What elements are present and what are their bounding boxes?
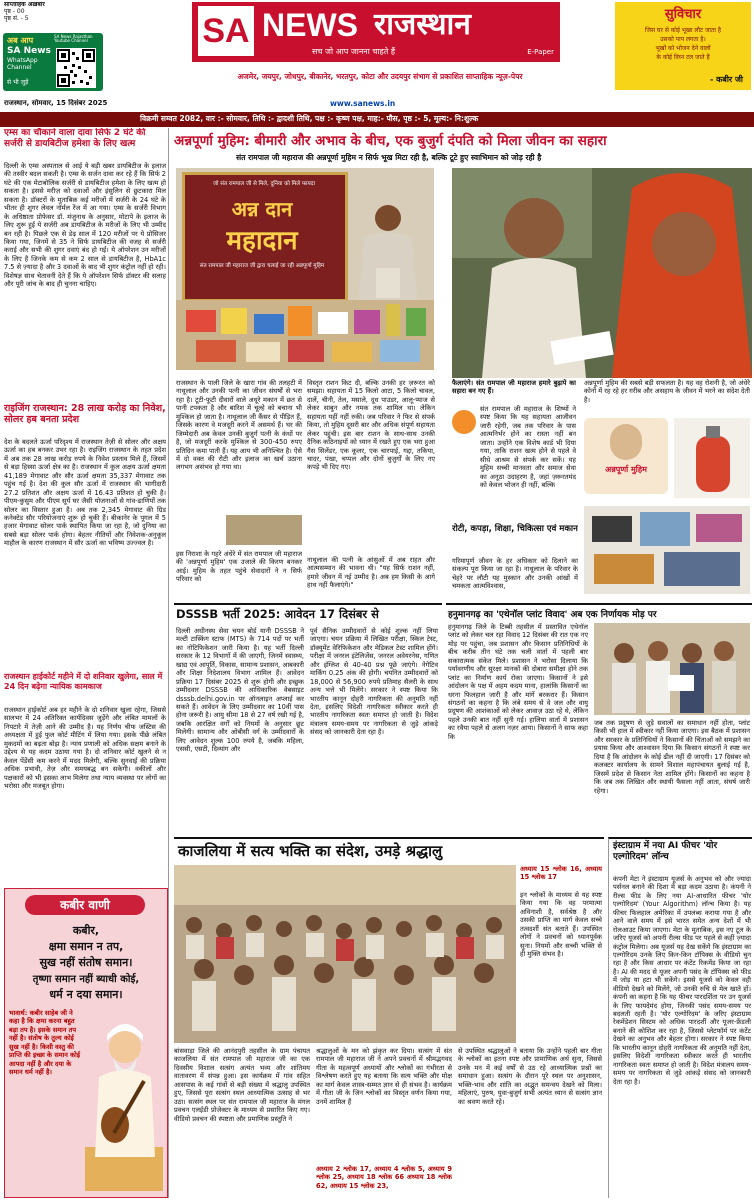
instagram-body: कंपनी मेटा ने इंस्टाग्राम यूजर्स के अनुभव को और ज्यादा पर्सनल बनाने की दिशा में बड़ा कदम उठाया है। कंपनी ने रील्स फीड के लिए नया AI-आधारित फीचर 'योर एल्गोरिदम' (Your Algorithm) लॉन्च किया है। यह फीचर फिलहाल अमेरिका में उपलब्ध कराया गया है और आने वाले समय में इसे भारत समेत अन्य देशों में भी रोलआउट किया जाएगा। मेटा के मुताबिक, इस नए टूल के जरिए यूजर्स को अपनी रील्स फीड पर पहले से कहीं ज़्यादा कंट्रोल मिलेगा। अब यूजर्स यह देख सकेंगे कि इंस्टाग्राम का एल्गोरिदम उनके लिए किन-किन टॉपिक्स के वीडियो चुन रहा है और किस आधार पर कंटेंट रिकमेंड किया जा रहा है। AI की मदद से यूजर अपनी पसंद के टॉपिक्स को फीड में जोड़ या हटा भी सकेंगे। इससे यूजर्स को केवल वही वीडियो देखने को मिलेंगे, जो उनकी रुचि से मेल खाते हों। कंपनी का कहना है कि यह फीचर पारदर्शिता पर उन यूजर्स के लिए फायदेमंद होगा, जिनकी पसंद समय-समय पर बदलती रहती है। 'योर एल्गोरिदम' के जरिए इंस्टाग्राम रेकमेंडेशन सिस्टम को अधिक पारदर्शी और यूजर-फ्रेंडली बनाने की कोशिश कर रहा है, जिससे प्लेटफॉर्म पर कंटेंट देखने का अनुभव और बेहतर होगा। सरकार ने स्पष्ट किया कि भारतीय कानून दोहरी नागरिकता की अनुमति नहीं देता, इसलिए विदेशी नागरिकता स्वीकार करते ही भारतीय नागरिकता स्वतः समाप्त हो जाती है। विदेश मंत्रालय समय-समय पर नागरिकता से जुड़े आंकड़े संसद को जानकारी देता रहा है।: [613, 875, 751, 1086]
kabir-doha-line4: तृष्णा समान नहीं ब्याधी कोई,: [32, 974, 140, 985]
satsang-photo: [174, 865, 516, 1043]
lead-col3-caption: फैलाएंगे। संत रामपाल जी महाराज हमारे बुढ़ापे का सहारा बन गए हैं।: [452, 379, 576, 396]
suvichar-line1: जिस घर से कोई भूखा लौट जाता है: [644, 27, 722, 34]
promo-line2: SA News: [7, 46, 51, 56]
qr-code-icon[interactable]: [56, 48, 96, 88]
instagram-title: इंस्टाग्राम में नया AI फीचर 'योर एल्गोरिदम' लॉन्च: [613, 841, 718, 862]
lead-col4: अन्नपूर्णा मुहिम की सबसे बड़ी सफलता है। यह वह रोशनी है, जो अंधेरे कोनों में रह रहे हर ग़रीब और असहाय के जीवन में भरने का संदेश देती है।: [584, 379, 750, 404]
supplies-photo: [584, 506, 750, 594]
left-column: [2, 128, 169, 1198]
vikram-line: विक्रमी सम्वत 2082, वार :- सोमवार, तिथि :- द्वादशी तिथि, पक्ष :- कृष्ण पक्ष, माह:- पौस, पृष्ठ :- 5, मूल्य:- नि:शुल्क: [140, 114, 479, 123]
dsssb-col1: दिल्ली अधीनस्थ सेवा चयन बोर्ड यानी DSSSB ने मल्टी टास्किंग स्टाफ (MTS) के 714 पदों पर भर्ती का नोटिफिकेशन जारी किया है। यह भर्ती दिल्ली सरकार के 12 विभागों में की जाएगी, जिनमें स्वास्थ्य, खाद्य एवं आपूर्ति, विकास, सामान्य प्रशासन, आबकारी और शिक्षा निदेशालय विभाग शामिल हैं। आवेदन प्रक्रिया 17 दिसंबर 2025 से शुरू होगी और इच्छुक उम्मीदवार DSSSB की आधिकारिक वेबसाइट dsssb.delhi.gov.in पर ऑनलाइन अप्लाई कर सकते हैं। आवेदन के लिए उम्मीदवार का 10वीं पास होना जरूरी है। आयु सीमा 18 से 27 वर्ष रखी गई है, जबकि आरक्षित वर्गों को नियमों के अनुसार छूट मिलेगी। सामान्य और ओबीसी वर्ग के उम्मीदवारों के लिए आवेदन शुल्क 100 रुपये है, जबकि महिला, एससी, एसटी, दिव्यांग और: [176, 627, 304, 754]
annadan-banner-photo: [176, 168, 434, 370]
saint-portrait-icon: [610, 424, 642, 460]
lead-title: अन्नपूर्णा मुहिम: बीमारी और अभाव के बीच, एक बुजुर्ग दंपति को मिला जीवन का सहारा: [174, 133, 607, 149]
edition-info: [4, 2, 64, 32]
kajliya-col1: बांसवाड़ा जिले की आनंदपुरी तहसील के ग्राम पंचायत काजलिया में संत रामपाल जी महाराज जी का एक दिवसीय विशाल सत्संग अत्यंत भव्य और शांतिमय वातावरण में संपन्न हुआ। इस कार्यक्रम में गांव सहित आसपास के कई गांवों से बड़ी संख्या में श्रद्धालु उपस्थित हुए, जिससे पूरा सत्संग स्थल आध्यात्मिक उत्साह से भर उठा। सत्संग स्थल पर संत रामपाल जी महाराज के मंगल प्रवचन एलईडी प्रोजेक्टर के माध्यम से प्रसारित किए गए। वीडियो प्रवचन की स्पष्टता और प्रमाणिक प्रस्तुति ने: [174, 1047, 310, 1123]
kajliya-title: काजलिया में सत्य भक्ति का संदेश, उमड़े श्रद्धालु: [178, 842, 443, 860]
kabir-doha-line5: धर्म न दया समान।: [49, 988, 123, 1001]
promo-line1: अब आप: [7, 36, 34, 45]
promo-line4: से भी जुड़ें: [7, 79, 29, 86]
col3-heading: रोटी, कपड़ा, शिक्षा, चिकित्सा एवं मकान: [452, 524, 578, 534]
lead-col3b: गरिमापूर्ण जीवन के हर अधिकार को दिलाने का संकल्प पूरा किया जा रहा है। नाथूलाल के परिवार के चेहरे पर लौटी यह मुस्कान और उनकी आंखों में चमकता आत्मविश्वास,: [452, 557, 578, 591]
website-link[interactable]: www.sanews.in: [330, 99, 396, 108]
epaper-label: E-Paper: [527, 48, 554, 56]
suvichar-line3: भूखों को भोजन देने वालों: [655, 45, 711, 52]
hanuman-col1: हनुमानगढ़ जिले के टिब्बी तहसील में प्रस्तावित एथेनॉल प्लांट को लेकर चल रहा विवाद 12 दिसंबर की रात एक नए मोड़ पर पहुंचा, जब प्रशासन और किसान प्रतिनिधियों के बीच करीब तीन घंटे तक चली वार्ता में पहली बार सकारात्मक संकेत मिले। प्रशासन ने भरोसा दिलाया कि पर्यावरणीय और सुरक्षा मानकों की दोबारा समीक्षा होने तक प्लांट का निर्माण कार्य रोका जाएगा। किसानों ने इसे आंदोलन के पक्ष में अहम कदम माना, हालांकि किसानों का धरना फिलहाल जारी है और मांगें बरकरार हैं। किसान संगठनों का कहना है कि लंबे समय से वे जल और वायु प्रदूषण की आशंकाओं को लेकर आवाज़ उठा रहे थे, लेकिन पहले उनकी बात नहीं सुनी गई। हालिया वार्ता में प्रशासन का रवैया पहले से अलग नज़र आया। किसानों ने साफ कहा कि: [448, 623, 588, 741]
kabir-illustration: [85, 1007, 163, 1191]
masthead-logo: [192, 2, 560, 62]
dsssb-title: DSSSB भर्ती 2025: आवेदन 17 दिसंबर से: [176, 607, 379, 621]
banner-line2: अन्न दान: [231, 197, 293, 221]
suvichar-box: [615, 2, 751, 90]
story3-title: राजस्थान हाईकोर्ट महीने में दो शनिवार खुलेगा, साल में 24 दिन बढ़ेगा न्यायिक कामकाज: [4, 672, 163, 691]
instagram-section: [608, 837, 752, 1198]
tagline: सच जो आप जानना चाहते हैं: [312, 47, 396, 56]
lead-col3: संत रामपाल जी महाराज के शिष्यों ने स्पष्ट किया कि यह सहायता आजीवन जारी रहेगी, जब तक परिवार के पास आत्मनिर्भर होने का रास्ता नहीं बन जाता। उन्होंने एक विशेष कार्ड भी दिया गया, ताकि राशन खत्म होने से पहले वे सीधे आश्रम से संपर्क कर सकें। यह मुहिम सच्ची मानवता और समाज सेवा का अनूठा उदाहरण है, जहां ज़रूरतमंद को केवल भोजन ही नहीं, बल्कि: [480, 405, 576, 489]
ration-items: [176, 300, 434, 370]
edition-type: साप्ताहिक अख़बार: [4, 2, 45, 8]
lead-col1-photo: [226, 515, 302, 545]
dsssb-col2: पूर्व सैनिक उम्मीदवारों से कोई शुल्क नहीं लिया जाएगा। चयन प्रक्रिया में लिखित परीक्षा, स्किल टेस्ट, डॉक्यूमेंट वेरिफिकेशन और मेडिकल टेस्ट शामिल होंगे। परीक्षा में जनरल इंटेलिजेंस, जनरल अवेयरनेस, गणित और इंग्लिश से 40-40 प्रश्न पूछे जाएंगे। नेगेटिव मार्किंग 0.25 अंक की होगी। चयनित उम्मीदवारों को 18,000 से 56,900 रुपये प्रतिमाह सैलरी के साथ अन्य भत्ते भी मिलेंगे। सरकार ने स्पष्ट किया कि भारतीय कानून दोहरी नागरिकता की अनुमति नहीं देता, इसलिए विदेशी नागरिकता स्वीकार करते ही भारतीय नागरिकता स्वतः समाप्त हो जाती है। विदेश मंत्रालय समय-समय पर नागरिकता से जुड़े आंकड़े संसद को जानकारी देता रहा है।: [310, 627, 438, 737]
kajliya-col3b: से उपस्थित श्रद्धालुओं ने बताया कि उन्होंने पहली बार गीता के श्लोकों का इतना स्पष्ट और प्रामाणिक अर्थ सुना, जिससे उनके मन में कई वर्षों से उठ रहे आध्यात्मिक प्रश्नों का समाधान हुआ। सत्संग के दौरान पूरे स्थल पर अनुशासन, भक्ति-भाव और शांति का अद्भुत समन्वय देखने को मिला। महिलाएं, पुरुष, युवा-बुजुर्ग सभी अत्यंत ध्यान से सत्संग ज्ञान का श्रवण करते रहे।: [458, 1047, 602, 1106]
hanuman-title: हनुमानगढ़ का 'एथेनॉल प्लांट विवाद' अब एक निर्णायक मोड़ पर: [448, 610, 657, 620]
brand-rajasthan: राजस्थान: [374, 7, 471, 42]
promo-line3: WhatsApp Channel: [7, 57, 38, 71]
banner-line1: जो संत रामपाल जी से मिले, दुनिया को मिले फायदा: [212, 181, 316, 187]
brand-news: NEWS: [262, 7, 358, 43]
kajliya-col3: इन श्लोकों के माध्यम से यह स्पष्ट किया गया कि वह परमात्मा अविनाशी है, सर्वश्रेष्ठ है और उसकी प्राप्ति का मार्ग केवल सच्चे तत्वदर्शी संत बताते हैं। उपस्थित लोगों ने प्रवचनों को ध्यानपूर्वक सुना। नियमों और सच्ची भक्ति से ही मुक्ति संभव है।: [520, 891, 602, 959]
hanuman-photo: [594, 623, 750, 715]
hanuman-section: [446, 603, 752, 835]
lead-col2: विस्तृत राशन किट दी, बल्कि उनकी हर ज़रूरत को समझा। सहायता में 15 किलो आटा, 5 किलो चावल, दालें, चीनी, तेल, मसाले, दूध पाउडर, आलू-प्याज से लेकर साबुन और नमक तक शामिल था। लेकिन सहायता यहीं नहीं रुकी। जब परिवार ने फिर से संपर्क किया, तो मुहिम दूसरी बार और अधिक संपूर्ण सहायता लेकर पहुंची। इस बार राशन के साथ-साथ उनकी दैनिक कठिनाइयों को ध्यान में रखते हुए एक भरा हुआ गैस सिलेंडर, एक कूलर, एक चारपाई, गद्दा, तकिया, चादर, पंखा, चप्पल और दोनों बुजुर्गों के लिए नए कपड़े भी दिए गए।: [307, 379, 435, 472]
story1-title: एम्स का चौंकाने वाला दावा सिर्फ 2 घंटे की सर्जरी से डायबिटीज हमेशा के लिए खत्म: [4, 128, 146, 149]
kabir-meaning: भावार्थ: कबीर साहेब जी ने कहा है कि क्षमा करना बहुत बड़ा तप है। इसके समान तप नहीं है। संतोष के तुल्य कोई सुख नहीं है। किसी वस्तु की प्राप्ति की इच्छा के समान कोई आपदा नहीं है और दया के समान धर्म नहीं है।: [9, 1009, 81, 1077]
lead-col2b: नाथूलाल की पत्नी के आंसुओं में अब राहत और आत्मसम्मान की भावना थी। "यह सिर्फ राशन नहीं, हमारे जीवन में नई उम्मीद है। अब हम किसी के आगे हाथ नहीं फैलाएंगे।": [307, 556, 435, 590]
story2-title: राइजिंग राजस्थान: 28 लाख करोड़ का निवेश, सोलर हब बनता प्रदेश: [4, 403, 166, 426]
annapurna-mahim-badge: [584, 418, 668, 494]
suvichar-line4: के कोई विघ्न टल जाते हैं: [656, 54, 710, 61]
lead-col1: राजस्थान के पाली जिले के खारा गांव की तलहटी में नाथूलाल और उनकी पत्नी का जीवन संघर्षों से भरा रहा है। टूटी-फूटी दीवारों वाले अधूरे मकान में छत से पानी टपकता है और बारिश में चूल्हे को बचाना भी मुश्किल हो जाता है। नाथूलाल जी कैंसर से पीड़ित हैं, जिसके कारण वे मजदूरी करने में असमर्थ हैं। घर की जिम्मेदारी अब केवल उनकी बुजुर्ग पत्नी के कंधों पर है, जो मजदूरी करके मुश्किल से 300-450 रुपए प्रतिदिन कमा पाती हैं। यह आय भी अनिश्चित है। ऐसे में दो वक्त की रोटी और इलाज का खर्च उठाना लगभग असंभव हो गया था।: [176, 379, 302, 472]
story2-body: देश के बदलते ऊर्जा परिदृश्य में राजस्थान तेज़ी से सोलर और अक्षय ऊर्जा का हब बनकर उभर रहा है। राइजिंग राजस्थान के तहत प्रदेश में अब तक 28 लाख करोड़ रुपये के निवेश प्रस्ताव मिले हैं, जिसमें से बड़ा हिस्सा ऊर्जा क्षेत्र का है। राजस्थान में कुल अक्षय ऊर्जा क्षमता 41,189 मेगावाट और सौर ऊर्जा क्षमता 35,337 मेगावाट तक पहुंच गई है। देश की कुल सौर ऊर्जा में राजस्थान की भागीदारी 27.2 प्रतिशत और अक्षय ऊर्जा में 16.43 प्रतिशत हो चुकी है। पीएम-कुसुम और पीएम सूर्य घर जैसी योजनाओं से गांव-ढाणियों तक सोलर का विस्तार हुआ है। अब तक 2,345 मेगावाट की ग्रिड कनेक्टेड सौर परियोजनाएं शुरू हो चुकी हैं। बीकानेर के पूगल में 5 हजार मेगावाट सोलर पार्क स्थापित किया जा रहा है, जो दुनिया का सबसे बड़ा सोलर पार्क होगा। बेहतर नीतियों और निवेशक-अनुकूल माहौल के कारण राजस्थान में सौर ऊर्जा का भविष्य उज्ज्वल है।: [4, 438, 166, 548]
hanuman-col2: जब तक प्रदूषण से जुड़े सवालों का समाधान नहीं होता, प्लांट किसी भी हाल में स्वीकार नहीं किया जाएगा। इस बैठक में प्रशासन और सरकार के प्रतिनिधियों ने किसानों की चिंताओं को समझने का प्रयास किया और आश्वासन दिया कि किसान संगठनों ने स्पष्ट कर दिया है कि आंदोलन के कोई ढील नहीं दी जाएगी। 17 दिसंबर को कलक्टर कार्यालय के सामने विशाल महापंचायत बुलाई गई है, जिसमें प्रदेश से किसान नेता शामिल होंगे। किसानों का कहना है कि जब तक लिखित और स्थायी फैसला नहीं आता, संघर्ष जारी रहेगा।: [594, 719, 750, 795]
kajliya-col2-verses: अध्याय 2 श्लोक 17, अध्याय 4 श्लोक 5, अध्याय 9 श्लोक 25, अध्याय 18 श्लोक 66 अध्याय 18 श्लोक 62, अध्याय 15 श्लोक 23,: [316, 1165, 452, 1190]
banner-line3: महादान: [226, 226, 298, 256]
kajliya-col2: श्रद्धालुओं के मन को झंकृत कर दिया। सत्संग में संत रामपाल जी महाराज जी ने अपने प्रवचनों में श्रीमद्भगवद गीता के महत्वपूर्ण अध्यायों और श्लोकों का गंभीरता से विश्लेषण करते हुए यह बताया कि सत्य भक्ति और मोक्ष का मार्ग केवल शास्त्र-सम्मत ज्ञान से ही संभव है। कार्यक्रम में गीता जी के जिन श्लोकों का विस्तृत वर्णन किया गया, उनमें शामिल हैं: [316, 1047, 452, 1106]
story3-body: राजस्थान हाईकोर्ट अब हर महीने के दो शनिवार खुला रहेगा, जिससे सालभर में 24 अतिरिक्त कार्यदिवस जुड़ेंगे और लंबित मामलों के निपटारे में तेज़ी आने की उम्मीद है। यह निर्णय चीफ जस्टिस की अध्यक्षता में हुई फुल कोर्ट मीटिंग में लिया गया। इसके पीछे लंबित मुकदमों का बढ़ता बोझ है। न्याय प्रणाली को अधिक सक्षम बनाने के उद्देश्य से यह कदम उठाया गया है। दो शनिवार कोर्ट खुलने से न केवल पेंडेंसी कम करने में मदद मिलेगी, बल्कि सुनवाई की प्रक्रिया अधिक प्रभावी, तेज़ और समयबद्ध बन सकेगी। वकीलों और पक्षकारों को भी इसका लाभ मिलेगा तथा न्याय व्यवस्था पर लोगों का भरोसा और मजबूत होगा।: [4, 706, 166, 790]
banner-line4: संत रामपाल जी महाराज जी द्वारा चलाई जा रही अन्नपूर्णा मुहिम: [199, 263, 325, 269]
badge-text: अन्नपूर्णा मुहिम: [605, 465, 647, 474]
kabir-doha-line1: कबीर,: [72, 924, 100, 937]
dsssb-section: [174, 603, 442, 835]
lead-col1b: इस निराशा के गहरे अंधेरे में संत रामपाल जी महाराज की 'अन्नपूर्णा मुहिम' एक उजाले की किरण बनकर आई। मुहिम के तहत पहुंचे सेवादारों ने न सिर्फ परिवार को: [176, 550, 302, 584]
banner-card: [182, 172, 348, 302]
elderly-couple-photo: [452, 168, 752, 378]
gas-cylinder-photo: [674, 418, 750, 498]
edition-line1: पृष्ठ - 00: [4, 7, 25, 15]
suvichar-author: - कबीर जी: [710, 75, 743, 84]
whatsapp-promo[interactable]: [3, 33, 103, 91]
edition-line2: पृष्ठ सं. - 5: [4, 14, 29, 22]
lead-subtitle: संत रामपाल जी महाराज की अन्नपूर्णा मुहिम न सिर्फ भूख मिटा रही है, बल्कि टूटे हुए स्वाभिमान को जोड़ रही है: [236, 153, 542, 162]
promo-channel: SA News Rajasthan Youtube Channel: [54, 34, 93, 44]
kabir-doha-line2: क्षमा समान न तप,: [48, 940, 124, 953]
dateline: राजस्थान, सोमवार, 15 दिसंबर 2025: [4, 99, 108, 107]
kabir-doha-line3: सुख नहीं संतोष समान।: [39, 956, 133, 969]
kajliya-section: [174, 837, 604, 1198]
kajliya-col3-verses: अध्याय 15 श्लोक 16, अध्याय 15 श्लोक 17: [520, 865, 602, 882]
vikram-band: [0, 112, 754, 127]
kabir-vani-title: कबीर वाणी: [25, 895, 145, 915]
kabir-vani-box: [4, 888, 168, 1198]
brand-sa: SA: [198, 6, 254, 56]
annapurna-logo: [452, 410, 476, 434]
region-line: अजमेर, जयपुर, जोधपुर, बीकानेर, भरतपुर, कोटा और उदयपुर संभाग से प्रकाशित साप्ताहिक न्यूज़-पेपर: [237, 72, 523, 81]
suvichar-title: सुविचार: [664, 7, 702, 22]
story1-body: दिल्ली के एम्स अस्पताल से आई ये बड़ी खबर डायबिटीज के इलाज की तस्वीर बदल सकती है। एम्स के सर्जन दावा कर रहे हैं कि सिर्फ 2 घंटे की एक मेटाबोलिक सर्जरी से डायबिटीज हमेशा के लिए खत्म हो सकता है। इससे मरीज़ को दवाओं और इंसुलिन से छुटकारा मिल सकता है। डॉक्टरों के मुताबिक़ कई मरीजों में सर्जरी के 24 घंटे के भीतर ही शुगर लेवल नॉर्मल रेंज में आ गया। एम्स के सर्जरी विभाग के अधिष्ठाता प्रोफेसर डॉ. मंजुनाथ के अनुसार, मोटापे के इलाज के लिए शुरू हुई ये सर्जरी अब डायबिटीज के मरीजों के लिए भी उम्मीद बन रही है। पिछले एक से डेढ़ साल में 120 मरीजों पर ये प्रोसिजर किया गया, जिनमें से 35 ने सिर्फ डायबिटीज की वजह से सर्जरी कराई और सभी की शुगर दवाएं बंद हो गईं। ये ऑपरेशन उन मरीजों के लिए है जिनके कम से कम 2 साल से डायबिटीज है, HbA1c 7.5 से ज़्यादा है और 3 दवाओं के बाद भी शुगर कंट्रोल नहीं हो रही। विशेषज्ञ साथ चेतावनी देते हैं कि ये ऑपरेशन सिर्फ डॉक्टर की सलाह और पूरी जांच के बाद ही चुनना चाहिए।: [4, 162, 166, 289]
suvichar-line2: उसको पाप लगता है।: [660, 36, 706, 43]
